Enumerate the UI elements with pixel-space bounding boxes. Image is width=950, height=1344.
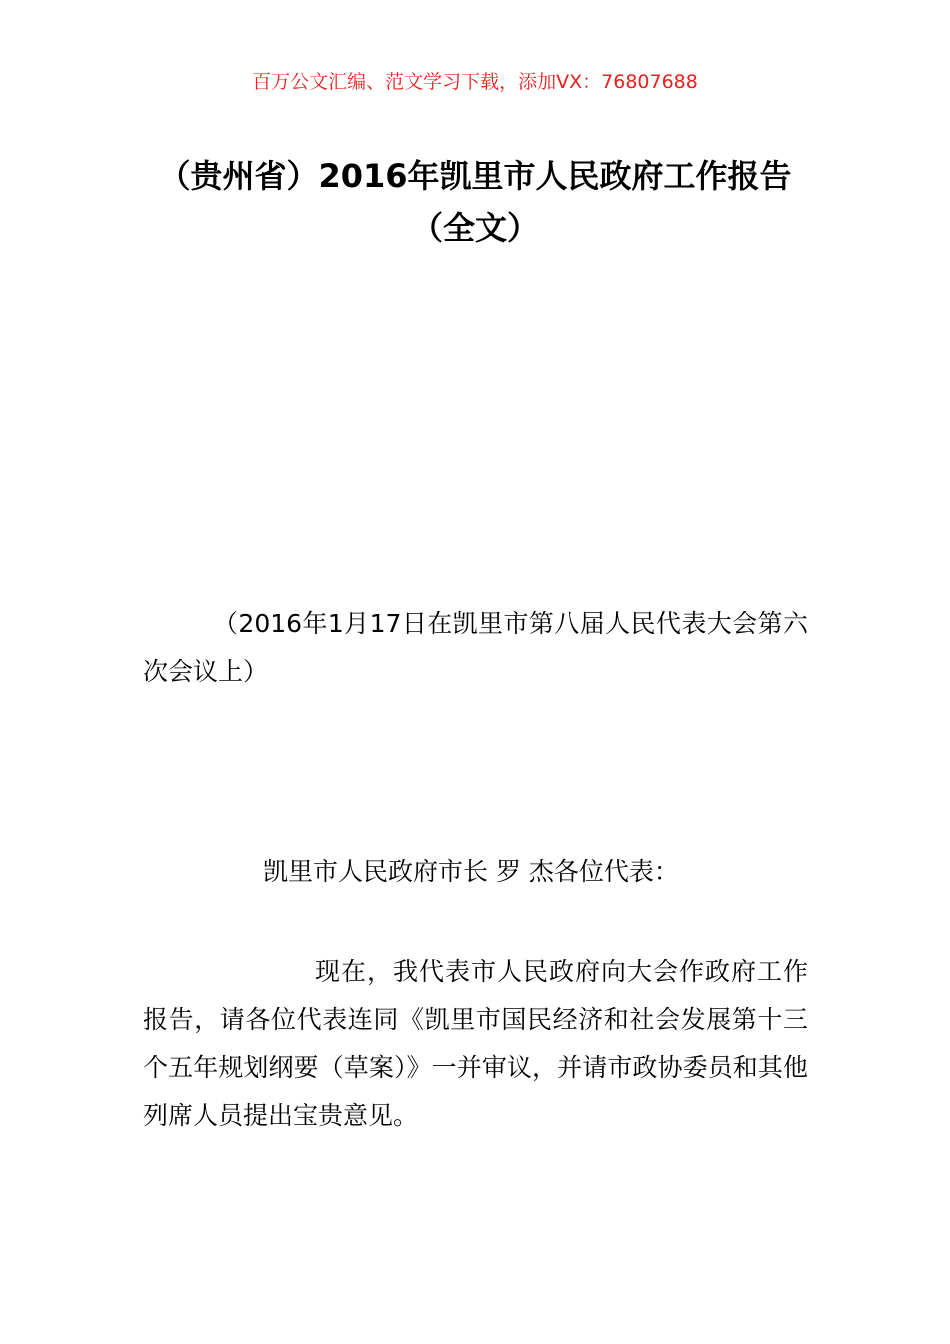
- header-promo-note: 百万公文汇编、范文学习下载，添加VX：76807688: [252, 71, 698, 93]
- document-title: （贵州省）2016年凯里市人民政府工作报告（全文）: [158, 157, 792, 247]
- meeting-subtitle: （2016年1月17日在凯里市第八届人民代表大会第六次会议上）: [143, 609, 808, 686]
- mayor-salutation: 凯里市人民政府市长 罗 杰各位代表：: [263, 857, 679, 886]
- opening-paragraph: 现在，我代表市人民政府向大会作政府工作报告，请各位代表连同《凯里市国民经济和社会发展第十三个五年规划纲要（草案）》一并审议，并请市政协委员和其他列席人员提出宝贵意见。: [143, 957, 808, 1130]
